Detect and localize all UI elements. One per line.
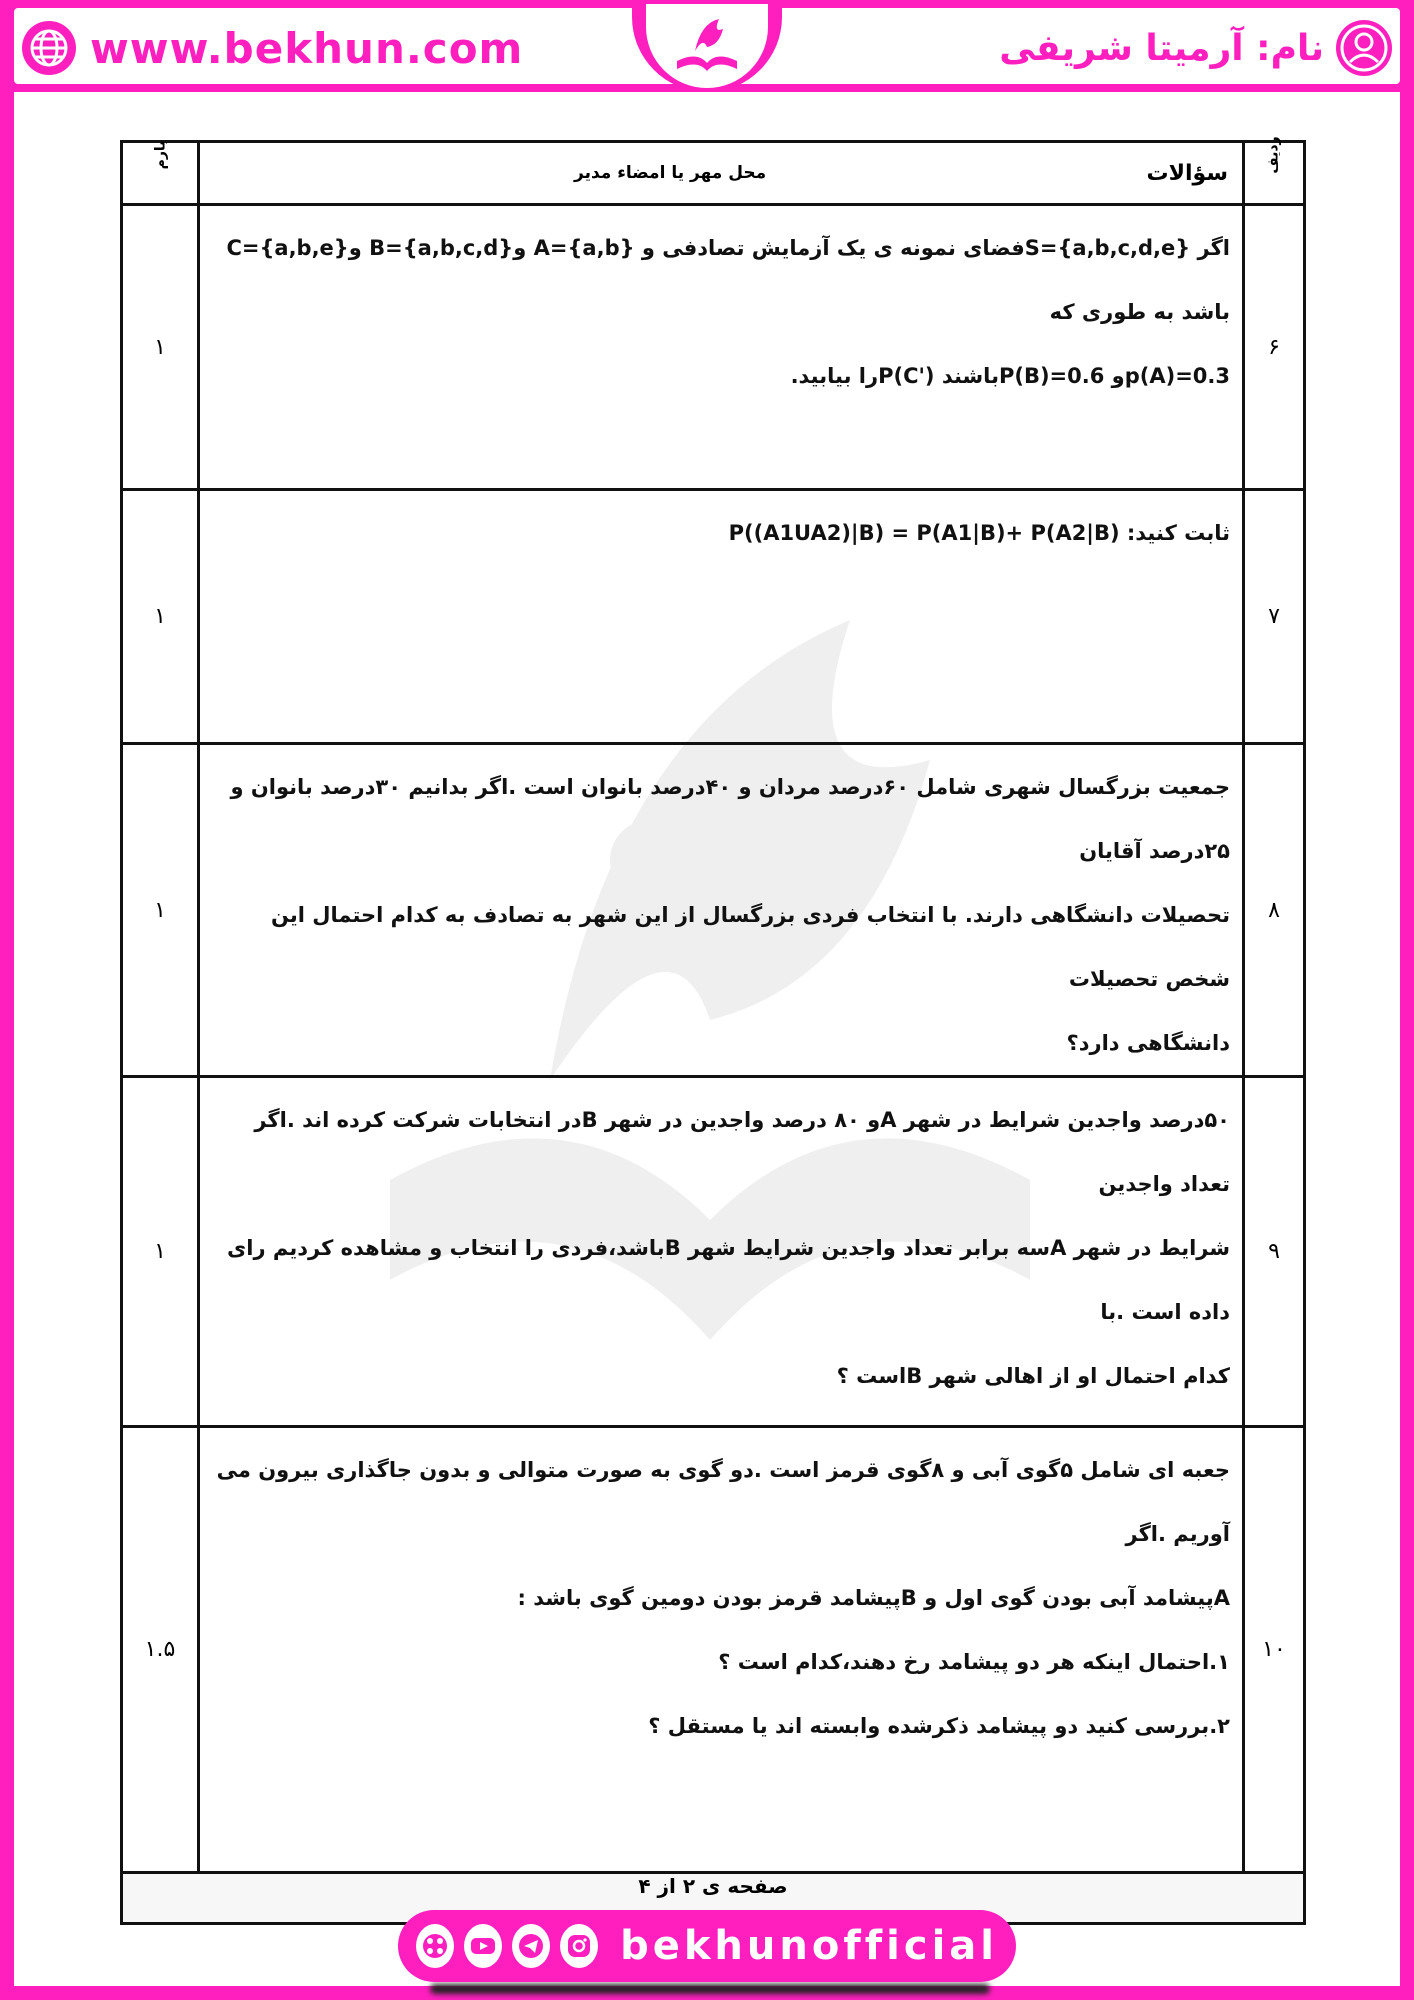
social-bar-shadow [430,1984,990,1994]
social-bar [398,1910,1016,1982]
question-text: ۵۰درصد واجدین شرایط در شهر Aو ۸۰ درصد واجدین در شهر Bدر انتخابات شرکت کرده اند .اگر تعداد واجدین شرایط در شهر Aسه برابر تعداد واجدین شرایط شهر Bباشد،فردی را انتخاب و مشاهده کردیم رای داده است .با کدام احتمال او از اهالی شهر Bاست ؟ [199,1077,1244,1427]
site-link[interactable] [22,18,523,78]
question-number: ۷ [1244,490,1305,744]
globe-icon [22,21,76,75]
header-questions [199,142,1244,205]
exam-table [120,136,1306,1925]
telegram-icon[interactable] [512,1924,550,1968]
header-number: ردیف [1244,142,1305,205]
student-name [999,18,1392,78]
question-text: اگر S={a,b,c,d,e}فضای نمونه ی یک آزمایش تصادفی و A={a,b} وB={a,b,c,d} وC={a,b,e}باشد به طوری که p(A)=0.3و P(B)=0.6باشند P(C')را بیابید. [199,205,1244,490]
question-number: ۸ [1244,744,1305,1077]
questions-heading: سؤالات [1146,160,1228,186]
header-score: بارم [122,142,199,205]
question-score: ۱ [122,744,199,1077]
user-avatar-icon [1336,20,1392,76]
book-logo-icon [667,11,747,81]
question-text: جمعیت بزرگسال شهری شامل ۶۰درصد مردان و ۴۰درصد بانوان است .اگر بدانیم ۳۰درصد بانوان و ۲۵درصد آقایان تحصیلات دانشگاهی دارند. با انتخاب فردی بزرگسال از این شهر به تصادف به کدام احتمال این شخص تحصیلات دانشگاهی دارد؟ [199,744,1244,1077]
question-score: ۱ [122,1077,199,1427]
stamp-heading: محل مهر یا امضاء مدیر [574,163,767,183]
table-row [122,1077,1305,1427]
question-score: ۱ [122,490,199,744]
aparat-icon[interactable] [416,1924,454,1968]
question-number: ۶ [1244,205,1305,490]
question-number: ۱۰ [1244,1427,1305,1873]
site-url: www.bekhun.com [90,23,524,73]
question-text: جعبه ای شامل ۵گوی آبی و ۸گوی قرمز است .دو گوی به صورت متوالی و بدون جاگذاری بیرون می آوریم .اگر Aپیشامد آبی بودن گوی اول و Bپیشامد قرمز بودن دومین گوی باشد : ۱.احتمال اینکه هر دو پیشامد رخ دهند،کدام است ؟ ۲.بررسی کنید دو پیشامد ذکرشده وابسته اند یا مستقل ؟ [199,1427,1244,1873]
table-row [122,1427,1305,1873]
table-row [122,744,1305,1077]
question-number: ۹ [1244,1077,1305,1427]
page-number: صفحه ی ۲ از ۴ [122,1873,1305,1924]
name-label: نام: آرمیتا شریفی [999,27,1324,69]
youtube-icon[interactable] [464,1924,502,1968]
table-row [122,205,1305,490]
instagram-icon[interactable] [560,1924,598,1968]
social-handle[interactable]: bekhunofficial [620,1923,998,1969]
table-row [122,490,1305,744]
question-score: ۱.۵ [122,1427,199,1873]
table-header-row [122,142,1305,205]
question-text: ثابت کنید: P((A1UA2)|B) = P(A1|B)+ P(A2|B) [199,490,1244,744]
question-score: ۱ [122,205,199,490]
